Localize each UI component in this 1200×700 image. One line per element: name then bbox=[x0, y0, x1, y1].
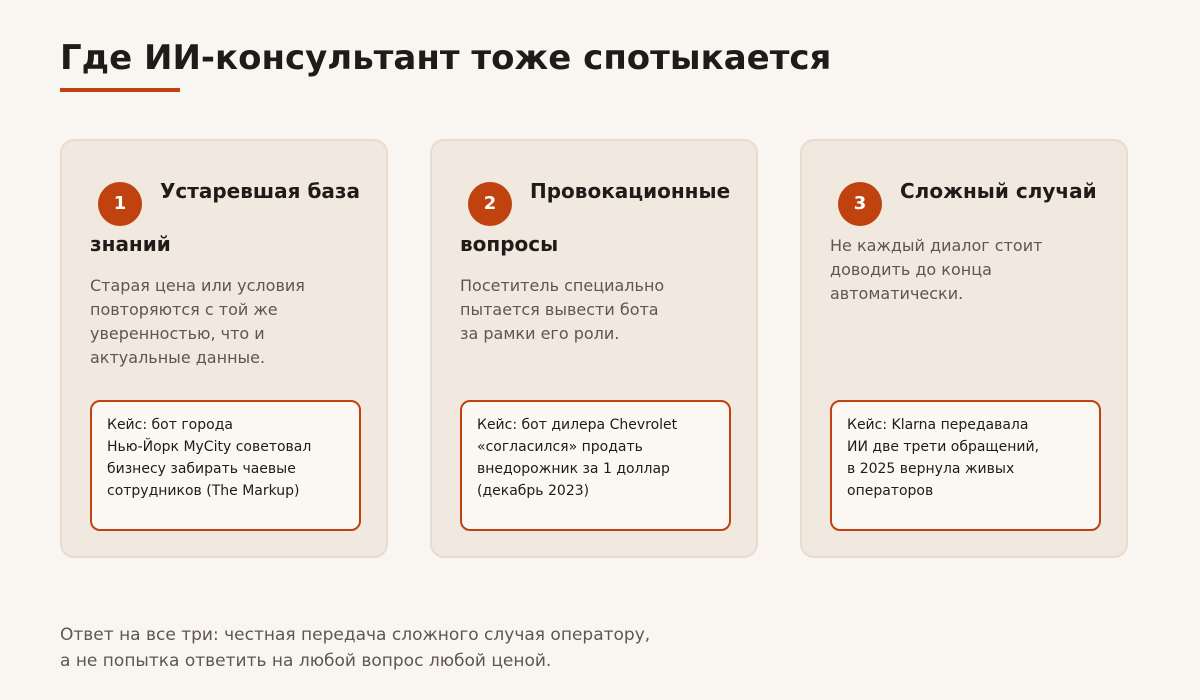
number-badge: 1 bbox=[98, 182, 142, 226]
card-complex-case bbox=[800, 139, 1128, 558]
number-badge: 3 bbox=[838, 182, 882, 226]
card-description: Посетитель специально пытается вывести бота за рамки его роли. bbox=[460, 276, 665, 343]
card-title: Устаревшая база знаний bbox=[90, 179, 361, 256]
number-badge: 2 bbox=[468, 182, 512, 226]
card-title: Сложный случай bbox=[900, 179, 1097, 203]
card-heading bbox=[830, 173, 1112, 226]
title-underline bbox=[60, 88, 180, 92]
footer-note: Ответ на все три: честная передача сложного случая оператору, а не попытка ответить на любой вопрос любой ценой. bbox=[60, 625, 651, 671]
page-title: Где ИИ-консультант тоже спотыкается bbox=[60, 38, 832, 78]
case-box: Кейс: бот дилера Chevrolet «согласился» продать внедорожник за 1 доллар (декабрь 2023) bbox=[460, 400, 731, 531]
card-heading bbox=[90, 173, 372, 263]
case-box: Кейс: бот города Нью-Йорк MyCity советовал бизнесу забирать чаевые сотрудников (The Markup) bbox=[90, 400, 361, 531]
card-description: Старая цена или условия повторяются с той же уверенностью, что и актуальные данные. bbox=[90, 276, 305, 367]
card-outdated-knowledge bbox=[60, 139, 388, 558]
card-heading bbox=[460, 173, 742, 263]
card-title: Провокационные вопросы bbox=[460, 179, 731, 256]
case-box: Кейс: Klarna передавала ИИ две трети обращений, в 2025 вернула живых операторов bbox=[830, 400, 1101, 531]
card-description: Не каждый диалог стоит доводить до конца автоматически. bbox=[830, 236, 1043, 303]
card-provocative-questions bbox=[430, 139, 758, 558]
